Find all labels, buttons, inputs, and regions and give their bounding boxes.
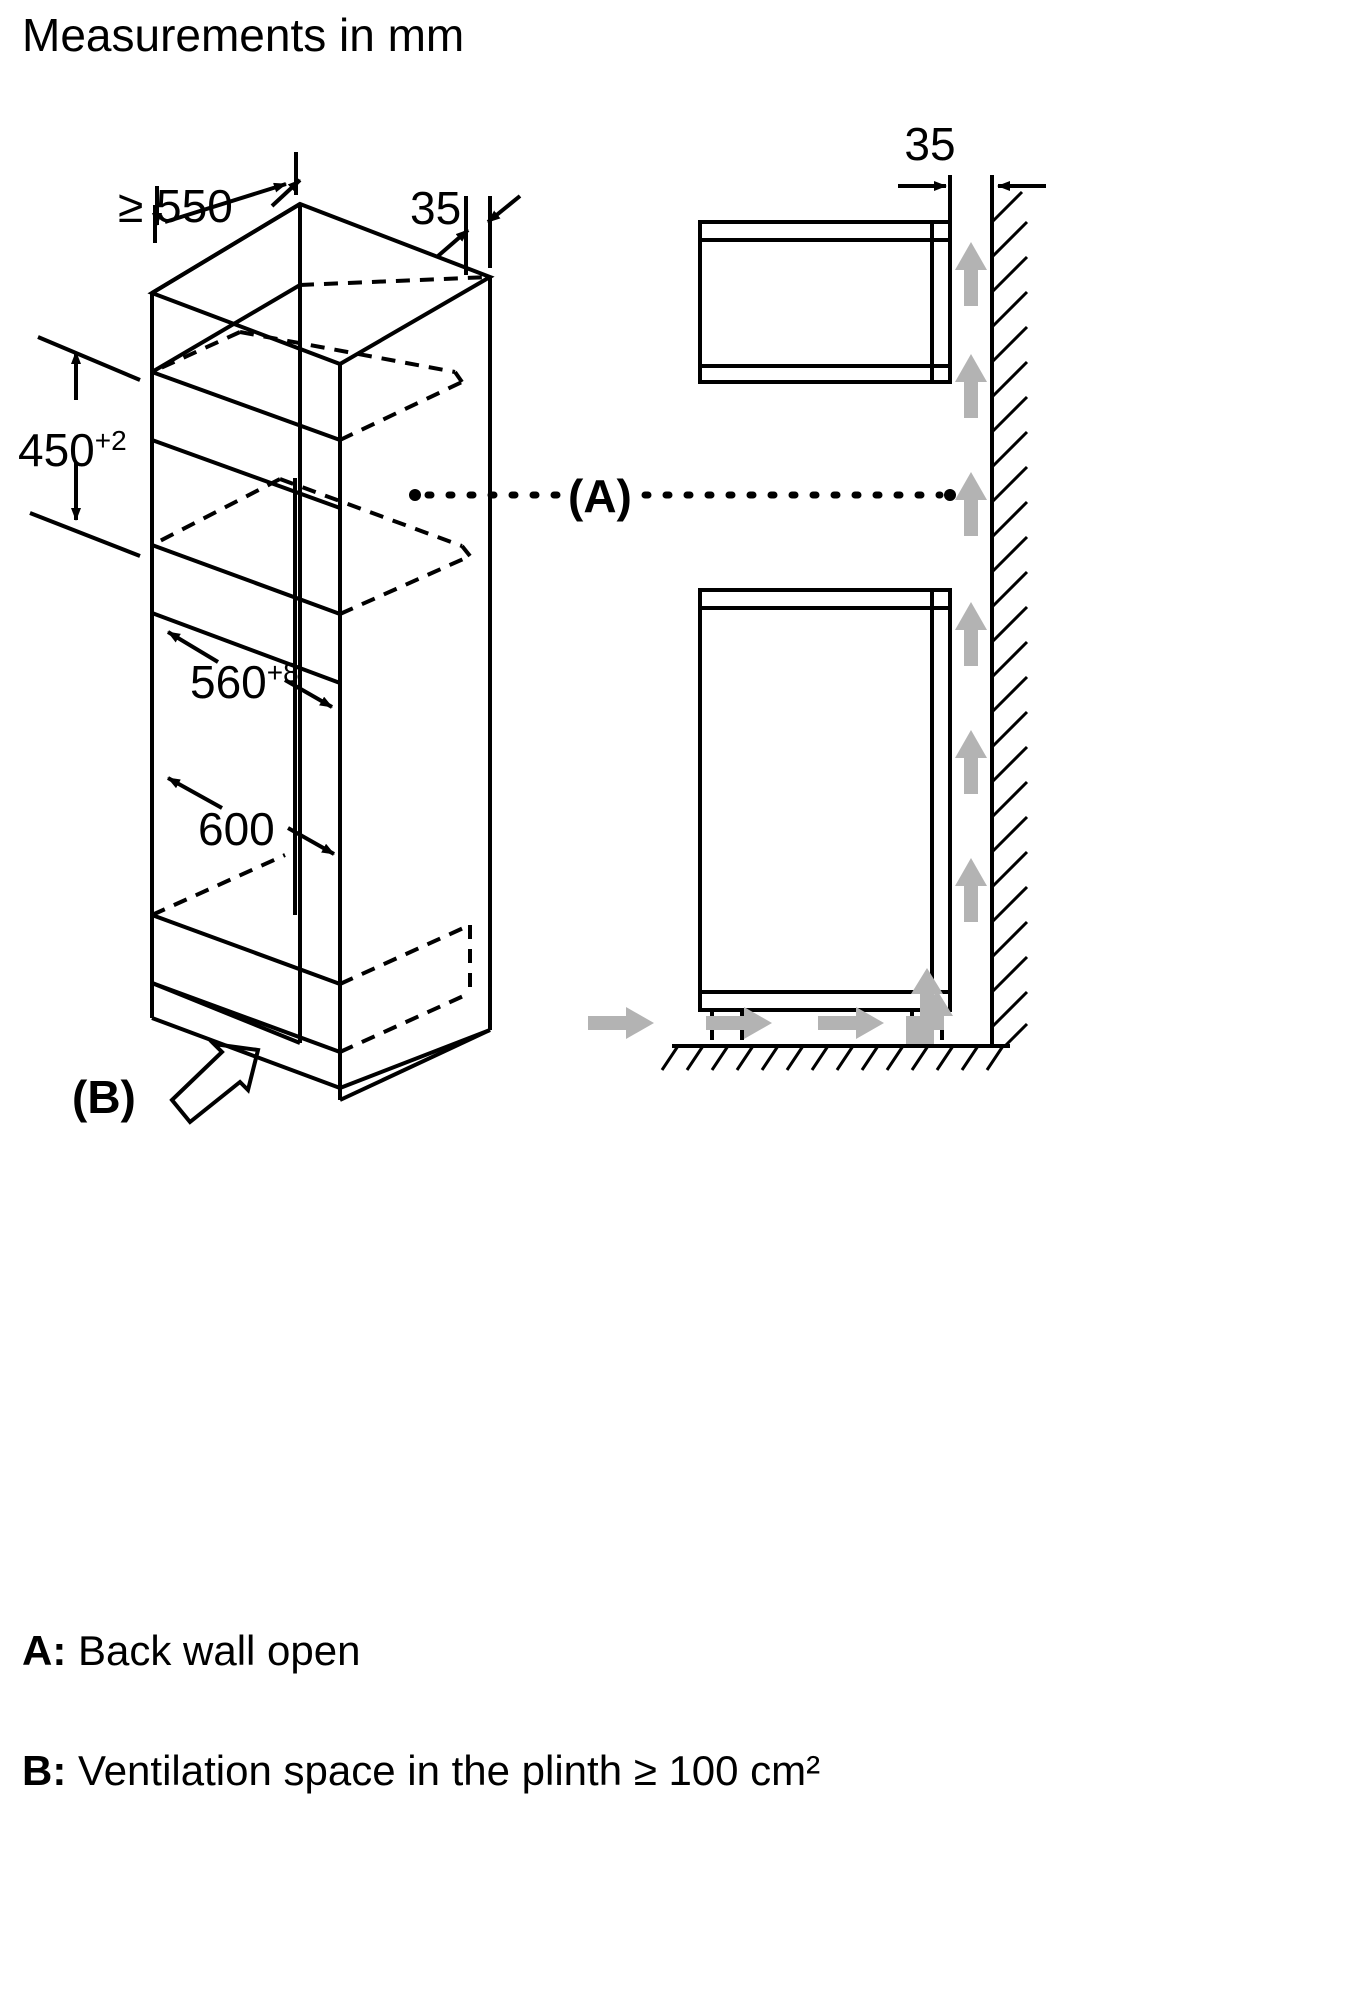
label-depth-560: $560^{+8}$ — [190, 656, 299, 708]
floor-hatching — [662, 1046, 1003, 1070]
label-height-450: $450^{+2}$ — [18, 424, 127, 476]
legend-a-text: Back wall open — [78, 1627, 361, 1674]
label-width-600: 600 — [198, 803, 275, 855]
label-marker-b: (B) — [72, 1071, 136, 1123]
legend-a-key: A: — [22, 1627, 67, 1674]
legend-b-key: B: — [22, 1747, 67, 1794]
label-marker-a: (A) — [568, 470, 632, 522]
dimension-gap-35-right — [898, 175, 1046, 240]
rear-wall — [992, 192, 1027, 1046]
marker-b-arrow — [172, 1044, 258, 1122]
page-title: Measurements in mm — [22, 9, 465, 61]
airflow-arrow-up — [955, 242, 987, 922]
label-gap-top-35: 35 — [410, 182, 462, 234]
legend-item-b — [22, 1747, 820, 1795]
label-gap-right-35: 35 — [904, 118, 956, 170]
label-min-width: ≥ 550 — [118, 180, 233, 232]
legend-item-a — [22, 1627, 361, 1675]
cabinet-section-view — [672, 222, 1010, 1046]
legend-b-text: Ventilation space in the plinth ≥ 100 cm² — [78, 1747, 821, 1794]
airflow-arrows — [588, 242, 987, 1044]
